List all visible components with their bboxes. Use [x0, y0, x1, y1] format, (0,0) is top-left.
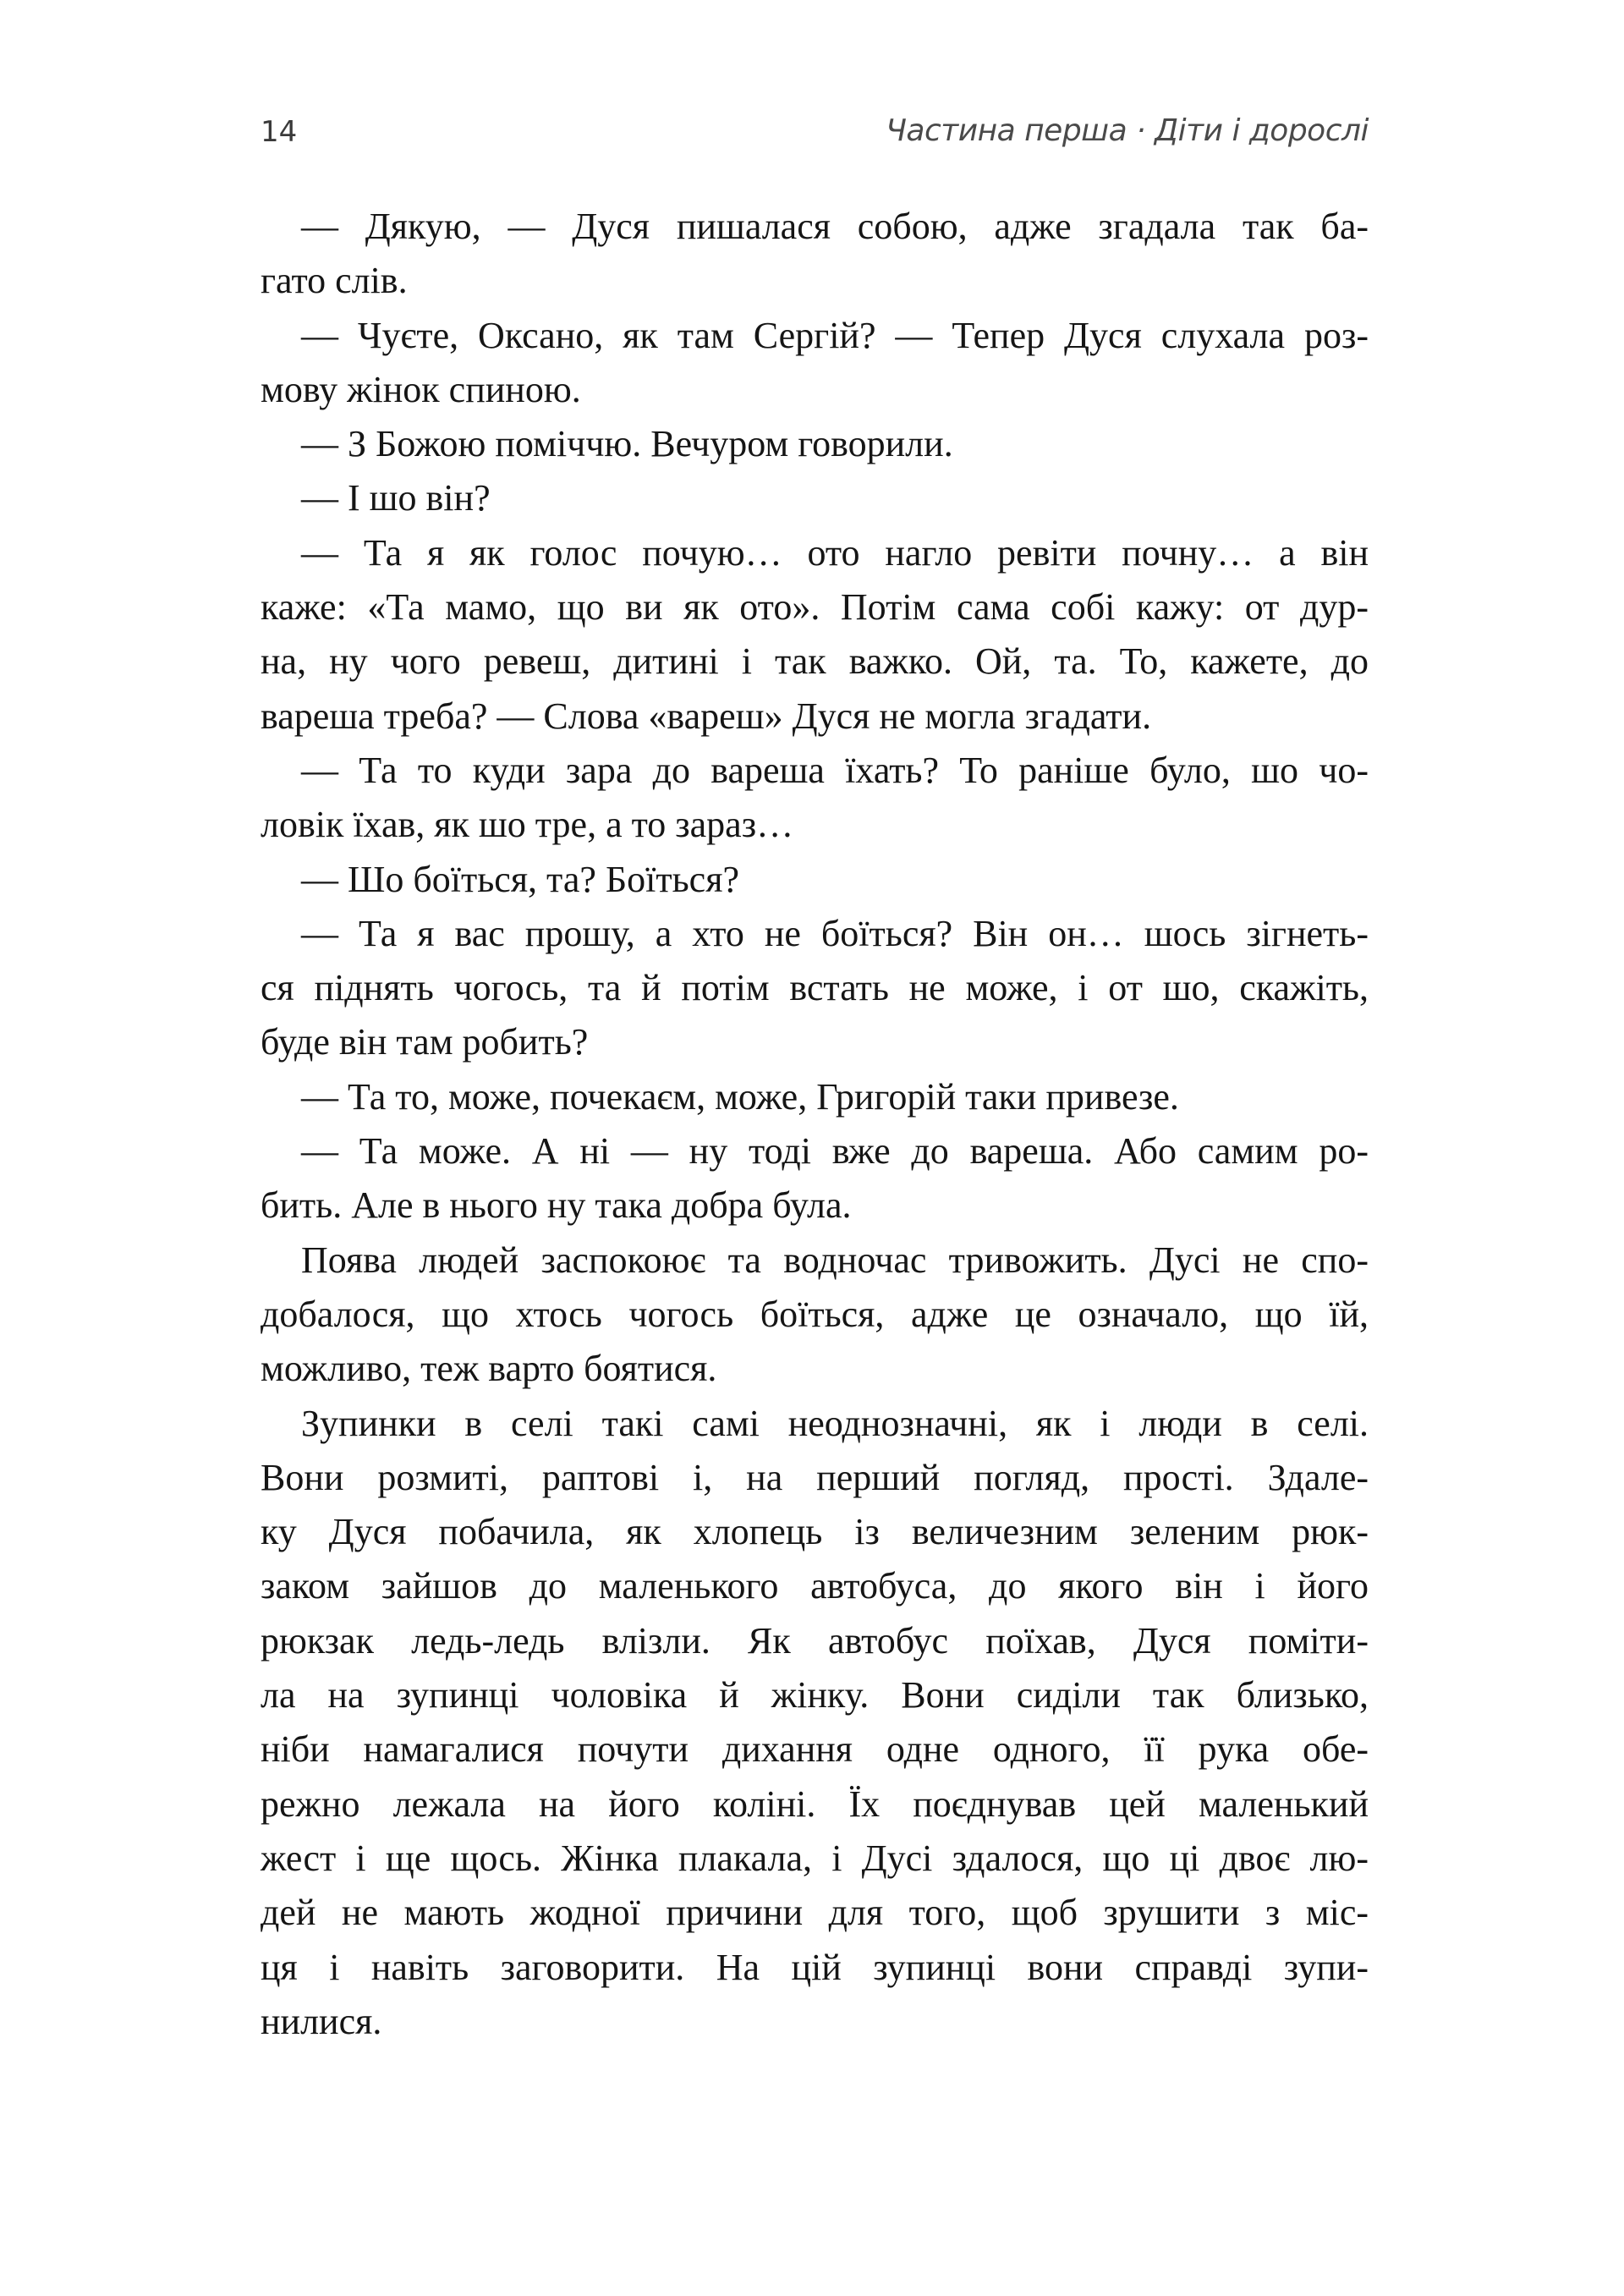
text-line: вареша треба? — Слова «вареш» Дуся не могла згадати. — [261, 695, 1152, 737]
text-line: ловік їхав, як шо тре, а то зараз… — [261, 804, 794, 846]
text-line: ку Дуся побачила, як хлопець із величезним зеленим рюк- — [261, 1511, 1369, 1553]
text-line: каже: «Та мамо, що ви як ото». Потім сама собі кажу: от дур- — [261, 586, 1369, 629]
text-line: бить. Але в нього ну така добра була. — [261, 1184, 852, 1227]
text-line: — Та я як голос почую… ото нагло ревіти почну… а він — [301, 531, 1369, 574]
text-line: — Дякую, — Дуся пишалася собою, адже згадала так ба- — [301, 206, 1369, 247]
page-header — [261, 110, 1369, 161]
text-line: — Та то, може, почекаєм, може, Григорій таки привезе. — [301, 1075, 1179, 1118]
text-line: — Та то куди зара до вареша їхать? То раніше було, шо чо- — [301, 749, 1369, 791]
text-line: ця і навіть заговорити. На цій зупинці вони справді зупи- — [261, 1946, 1369, 1988]
text-line: ла на зупинці чоловіка й жінку. Вони сиділи так близько, — [261, 1674, 1369, 1717]
page-number: 14 — [261, 115, 298, 149]
text-line: жест і ще щось. Жінка плакала, і Дусі здалося, що ці двоє лю- — [261, 1837, 1369, 1879]
text-line: — Шо боїться, та? Боїться? — [301, 858, 739, 900]
text-line: Зупинки в селі такі самі неоднозначні, як і люди в селі. — [301, 1402, 1369, 1444]
text-line: ніби намагалися почути дихання одне одного, її рука обе- — [261, 1728, 1369, 1771]
text-line: — З Божою поміччю. Вечуром говорили. — [301, 423, 953, 465]
text-line: Вони розмиті, раптові і, на перший погляд, прості. Здале- — [261, 1456, 1369, 1498]
text-line: гато слів. — [261, 260, 408, 302]
text-line: — Чуєте, Оксано, як там Сергій? — Тепер Дуся слухала роз- — [301, 314, 1369, 356]
text-line: мову жінок спиною. — [261, 368, 581, 410]
text-line: ся піднять чогось, та й потім встать не може, і от шо, скажіть, — [261, 967, 1369, 1009]
text-line: дей не мають жодної причини для того, щоб зрушити з міс- — [261, 1892, 1369, 1934]
text-line: на, ну чого ревеш, дитині і так важко. Ой, та. То, кажете, до — [261, 640, 1369, 683]
text-line: заком зайшов до маленького автобуса, до якого він і його — [261, 1565, 1369, 1607]
text-line: — Та може. А ні — ну тоді вже до вареша. Або самим ро- — [301, 1130, 1369, 1173]
text-line: — Та я вас прошу, а хто не боїться? Він он… шось зігнеть- — [301, 912, 1369, 954]
text-line: нилися. — [261, 2000, 382, 2042]
text-line: — І шо він? — [301, 477, 491, 519]
running-head: Частина перша · Діти і дорослі — [886, 113, 1369, 148]
body-text — [261, 200, 1369, 2049]
text-line: Поява людей заспокоює та водночас тривожить. Дусі не спо- — [301, 1239, 1369, 1281]
text-line: можливо, теж варто боятися. — [261, 1348, 717, 1390]
text-line: буде він там робить? — [261, 1021, 589, 1063]
text-line: режно лежала на його коліні. Їх поєднував цей маленький — [261, 1782, 1369, 1825]
text-line: добалося, що хтось чогось боїться, адже це означало, що їй, — [261, 1293, 1369, 1335]
text-line: рюкзак ледь-ледь влізли. Як автобус поїхав, Дуся поміти- — [261, 1619, 1369, 1662]
